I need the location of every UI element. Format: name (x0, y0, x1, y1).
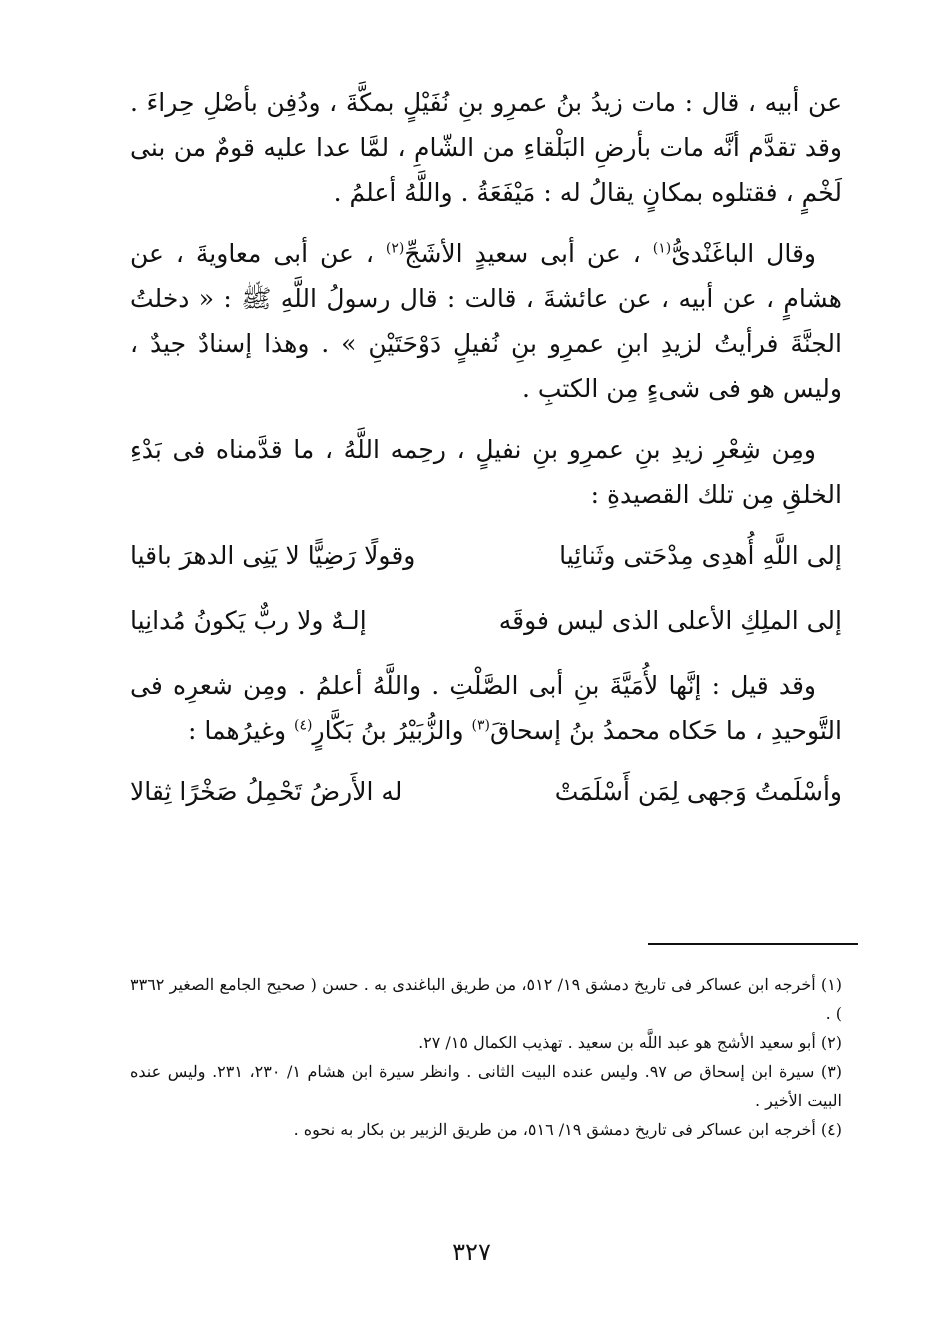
paragraph-4-part-b: والزُّبَيْرُ بنُ بَكَّارٍ (312, 716, 472, 745)
verse-2-second-hemistich: إلـهٌ ولا ربٌّ يَكونُ مُدانِيا (130, 606, 367, 635)
verse-1-second-hemistich: وقولًا رَضِيًّا لا يَنِى الدهرَ باقيا (130, 541, 416, 570)
paragraph-2-part-a: وقال الباغَنْدىُّ (671, 239, 816, 268)
verse-3-first-hemistich: وأسْلَمتُ وَجهى لِمَن أَسْلَمَتْ (554, 777, 842, 806)
footnote-marker-3: (٣) (471, 717, 490, 734)
paragraph-3: ومِن شِعْرِ زيدِ بنِ عمرِو بنِ نفيلٍ ، رحِمه اللَّهُ ، ما قدَّمناه فى بَدْءِ الخلقِ مِن تلك القصيدةِ : (130, 435, 842, 509)
paragraph-2-part-c: ، عن أبى معاويةَ ، عن هشامٍ ، عن أبيه ، عن عائشةَ ، قالت : قال رسولُ اللَّهِ ﷺ : « دخلتُ الجنَّةَ فرأيتُ لزيدِ ابنِ عمرِو بنِ نُفيلٍ دَوْحَتَيْنِ » . وهذا إسنادٌ جيدٌ ، وليس هو فى شىءٍ مِن الكتبِ . (130, 239, 842, 403)
verse-3-second-hemistich: له الأَرضُ تَحْمِلُ صَخْرًا ثِقالا (130, 777, 403, 806)
footnotes (130, 970, 842, 1144)
footnote-3: (٣) سيرة ابن إسحاق ص ٩٧. وليس عنده البيت الثانى . وانظر سيرة ابن هشام ١/ ٢٣٠، ٢٣١. وليس عنده البيت الأخير . (130, 1062, 843, 1110)
main-text (130, 80, 842, 834)
footnote-2: (٢) أبو سعيد الأشج هو عبد اللَّه بن سعيد . تهذيب الكمال ١٥/ ٢٧. (418, 1033, 842, 1052)
verse-1-first-hemistich: إلى اللَّهِ أُهدِى مِدْحَتى وثَنائِيا (559, 541, 842, 570)
verse-1 (130, 533, 842, 578)
footnote-marker-1: (١) (652, 240, 672, 257)
paragraph-1: عن أبيه ، قال : مات زيدُ بنُ عمرِو بنِ نُفَيْلٍ بمكَّةَ ، ودُفِن بأصْلِ حِراءَ . وقد تقدَّم أنَّه مات بأرضِ البَلْقاءِ من الشّامِ ، لمَّا عدا عليه قومٌ من بنى لَخْمٍ ، فقتلوه بمكانٍ يقالُ له : مَيْفَعَةُ . واللَّهُ أعلمُ . (130, 88, 842, 207)
footnote-separator (648, 943, 858, 945)
paragraph-2 (130, 231, 842, 411)
verse-2-first-hemistich: إلى الملِكِ الأعلى الذى ليس فوقَه (498, 606, 842, 635)
verse-3 (130, 769, 842, 814)
paragraph-2-part-b: ، عن أبى سعيدٍ الأشَجِّ (404, 239, 653, 268)
verse-2 (130, 598, 842, 643)
paragraph-4 (130, 663, 842, 753)
paragraph-4-part-c: وغيرُهما : (187, 716, 295, 745)
footnote-4: (٤) أخرجه ابن عساكر فى تاريخ دمشق ١٩/ ٥١٦، من طريق الزبير بن بكار به نحوه . (293, 1120, 842, 1139)
page-number: ٣٢٧ (452, 1238, 491, 1266)
footnote-marker-2: (٢) (385, 240, 405, 257)
footnote-marker-4: (٤) (294, 717, 313, 734)
footnote-1: (١) أخرجه ابن عساكر فى تاريخ دمشق ١٩/ ٥١٢، من طريق الباغندى به . حسن ( صحيح الجامع الصغير ٣٣٦٢ ) . (130, 975, 843, 1023)
paragraph-4-part-a: وقد قيل : إنَّها لأُمَيَّةَ بنِ أبى الصَّلْتِ . واللَّهُ أعلمُ . ومِن شعرِه فى التَّوحيدِ ، ما حَكاه محمدُ بنُ إسحاقَ (130, 671, 842, 745)
